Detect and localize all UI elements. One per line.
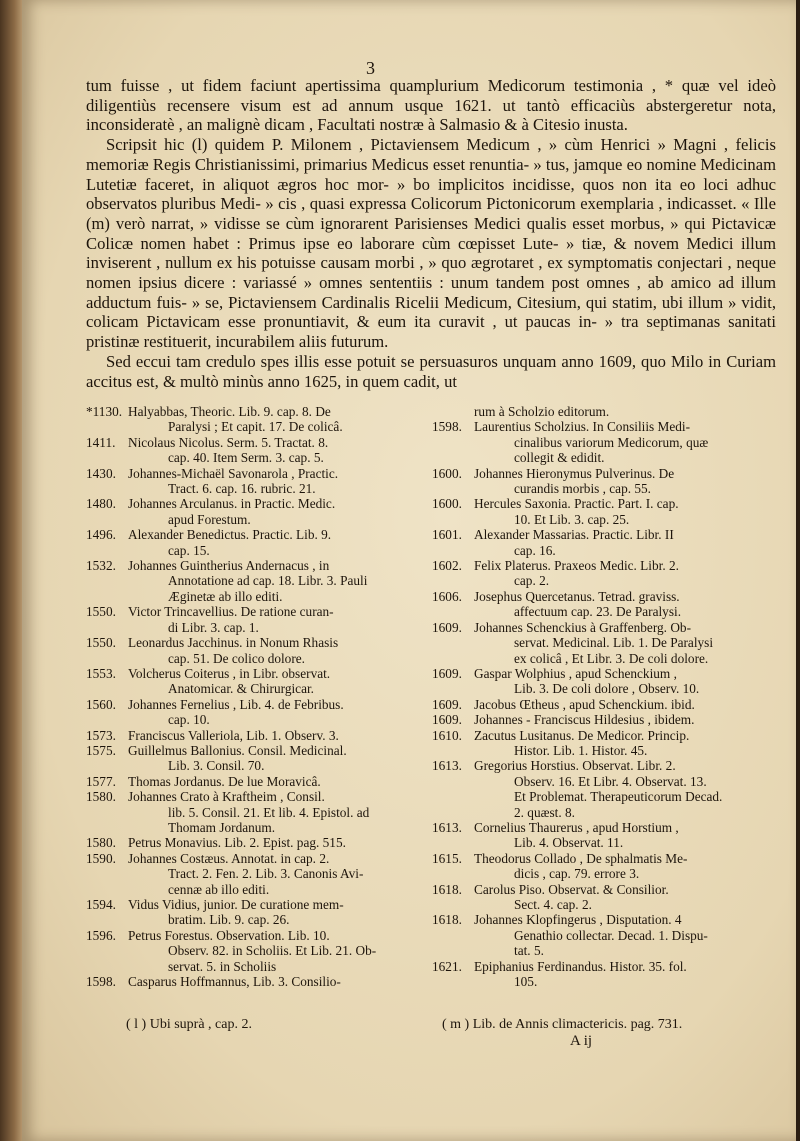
entry-text: Johannes Fernelius , Lib. 4. de Febribus.	[128, 696, 344, 712]
footnote-entry-line	[86, 959, 406, 974]
entry-year: 1600.	[432, 496, 462, 512]
entry-text: tat. 5.	[514, 943, 544, 959]
footnote-entry-line	[86, 805, 406, 820]
entry-year: 1615.	[432, 850, 462, 866]
entry-year	[432, 974, 472, 989]
footnote-entry-line	[432, 882, 772, 897]
entry-year	[86, 543, 126, 558]
entry-year: 1610.	[432, 727, 462, 743]
entry-year: 1596.	[86, 927, 116, 943]
entry-text: di Libr. 3. cap. 1.	[168, 619, 259, 635]
entry-year: 1613.	[432, 758, 462, 774]
entry-text: rum à Scholzio editorum.	[474, 404, 610, 419]
entry-text: cap. 40. Item Serm. 3. cap. 5.	[168, 450, 324, 466]
entry-text: Felix Platerus. Praxeos Medic. Libr. 2.	[474, 558, 679, 574]
footnote-entry-line	[86, 712, 406, 727]
entry-text: Tract. 6. cap. 16. rubric. 21.	[168, 481, 316, 497]
entry-text: apud Forestum.	[168, 511, 251, 527]
footnote-entry-line	[86, 604, 406, 619]
footnote-entry-line	[432, 435, 772, 450]
footnote-entry-line	[86, 651, 406, 666]
footnote-entry-line	[432, 928, 772, 943]
entry-year: 1411.	[86, 434, 116, 450]
entry-text: Johannes Hieronymus Pulverinus. De	[474, 465, 675, 481]
entry-text: Laurentius Scholzius. In Consiliis Medi-	[474, 419, 691, 435]
entry-year: 1430.	[86, 465, 116, 481]
footnote-entry-line	[432, 466, 772, 481]
entry-text: affectuum cap. 23. De Paralysi.	[514, 604, 682, 620]
footnote-entry-line	[432, 805, 772, 820]
footnote-entry-line	[86, 450, 406, 465]
entry-year: 1606.	[432, 588, 462, 604]
entry-year	[432, 805, 472, 820]
entry-text: Genathio collectar. Decad. 1. Dispu-	[514, 927, 708, 943]
entry-year: 1550.	[86, 635, 116, 651]
entry-year	[86, 712, 126, 727]
entry-text: ex colicâ , Et Libr. 3. De coli dolore.	[514, 650, 709, 666]
footnote-entry-line	[86, 666, 406, 681]
entry-text: cinalibus variorum Medicorum, quæ	[514, 434, 709, 450]
entry-text: Jacobus Œtheus , apud Schenckium. ibid.	[474, 696, 695, 712]
entry-year: 1496.	[86, 527, 116, 543]
entry-year	[86, 681, 126, 696]
entry-text: Æginetæ ab illo editi.	[168, 588, 283, 604]
footnote-entry-line	[432, 589, 772, 604]
footnote-entry-line	[432, 558, 772, 573]
entry-text: Lib. 3. Consil. 70.	[168, 758, 265, 774]
entry-year	[86, 651, 126, 666]
footnote-entry-line	[86, 573, 406, 588]
main-text	[86, 76, 776, 391]
entry-text: Theodorus Collado , De sphalmatis Me-	[474, 850, 688, 866]
entry-year	[432, 573, 472, 588]
entry-year: 1609.	[432, 665, 462, 681]
entry-year: 1590.	[86, 850, 116, 866]
entry-text: cap. 51. De colico dolore.	[168, 650, 305, 666]
entry-year: 1609.	[432, 712, 462, 728]
entry-year	[86, 573, 126, 588]
signature-mark: A ij	[570, 1033, 593, 1049]
footnote-entry-line	[432, 728, 772, 743]
entry-text: bratim. Lib. 9. cap. 26.	[168, 912, 290, 928]
footnote-entry-line	[432, 651, 772, 666]
entry-text: Thomas Jordanus. De lue Moravicâ.	[128, 773, 321, 789]
footnote-entry-line	[432, 758, 772, 773]
paragraph-2: Scripsit hic (l) quidem P. Milonem , Pictaviensem Medicum , » cùm Henrici » Magni , felicis memoriæ Regis Christianissimi, primarius Medicus esset renuntia- » tus, jamque eo nomine Medicinam Lutetiæ faceret, in aliquot ægros hoc mor- » bo implicitos incidisse, quos non ita eo loci adhuc observatos pluribus Medi- » cis , quasi expressa Colicorum Pictonicorum exemplaria , indicasset. « Ille (m) verò narrat, » vidisse se cùm ignorarent Parisienses Medici qualis esset morbus, » qui Pictavicæ Colicæ nomen habet : Primus ipse eo laborare cùm cœpisset Lute- » tiæ, & novem Medici illum inviserent , nullum ex his potuisse causam morbi , » quo ægrotaret , ex symptomatis conjectari , neque nomen ipsius dicere : variassé » omnes sententiis : unum tandem post omnes , ab amico ad illum adductum fuis- » se, Pictaviensem Cardinalis Ricelii Medicum, Citesium, qui statim, ubi illum » vidit, colicam Pictavicam esse pronuntiavit, & eum ita curavit , ut paucas in- » tra septimanas sanitati pristinæ restituerit, incurabilem aliis futurum.	[86, 135, 776, 352]
footnote-entry-line	[86, 419, 406, 434]
paragraph-3: Sed eccui tam credulo spes illis esse potuit se persuasuros unquam anno 1609, quo Milo in Curiam accitus est, & multò minùs anno 1625, in quem cadit, ut	[86, 351, 776, 391]
page-number: 3	[366, 58, 375, 78]
entry-text: Observ. 82. in Scholiis. Et Lib. 21. Ob-	[168, 943, 377, 959]
footnote-entry-line	[86, 512, 406, 527]
entry-year	[86, 866, 126, 881]
entry-year	[432, 435, 472, 450]
entry-text: Johannes Crato à Kraftheim , Consil.	[128, 789, 325, 805]
entry-text: Leonardus Jacchinus. in Nonum Rhasis	[128, 635, 339, 651]
footnote-entry-line	[86, 851, 406, 866]
entry-text: Halyabbas, Theoric. Lib. 9. cap. 8. De	[128, 404, 331, 419]
entry-year: 1553.	[86, 665, 116, 681]
entry-year: 1550.	[86, 604, 116, 620]
entry-text: 10. Et Lib. 3. cap. 25.	[514, 511, 630, 527]
footnote-entry-line	[432, 912, 772, 927]
entry-text: Observ. 16. Et Libr. 4. Observat. 13.	[514, 773, 707, 789]
entry-year: 1573.	[86, 727, 116, 743]
entry-year: 1600.	[432, 465, 462, 481]
footnote-entry-line	[432, 573, 772, 588]
entry-year	[86, 820, 126, 835]
footnote-entry-line	[432, 681, 772, 696]
footnote-entry-line	[432, 897, 772, 912]
footnote-entry-line	[86, 589, 406, 604]
footnote-entry-line	[432, 635, 772, 650]
footnote-entry-line	[432, 943, 772, 958]
entry-text: Gaspar Wolphius , apud Schenckium ,	[474, 665, 677, 681]
footnote-m: ( m ) Lib. de Annis climactericis. pag. 731.	[442, 1017, 683, 1032]
entry-year: 1480.	[86, 496, 116, 512]
entry-year	[86, 419, 126, 434]
entry-year	[432, 651, 472, 666]
footnote-entry-line	[432, 712, 772, 727]
footnote-entry-line	[86, 758, 406, 773]
footnote-entry-line	[86, 435, 406, 450]
entry-text: curandis morbis , cap. 55.	[514, 481, 652, 497]
footnote-entry-line	[432, 835, 772, 850]
footnote-entry-line	[432, 481, 772, 496]
entry-text: Petrus Monavius. Lib. 2. Epist. pag. 515.	[128, 835, 346, 851]
entry-text: Epiphanius Ferdinandus. Histor. 35. fol.	[474, 958, 687, 974]
entry-year	[432, 789, 472, 804]
entry-text: dicis , cap. 79. errore 3.	[514, 866, 640, 882]
entry-year: 1577.	[86, 773, 116, 789]
entry-year	[86, 758, 126, 773]
paragraph-1: tum fuisse , ut fidem faciunt apertissima quamplurium Medicorum testimonia , * quæ vel ideò diligentiùs recensere visum est ad annum usque 1621. ut tantò efficaciùs abstergeretur nota, inconsideratè , an malignè dicam , Facultati nostræ à Salmasio & à Citesio inusta.	[86, 76, 776, 135]
entry-year	[86, 805, 126, 820]
entry-year: 1618.	[432, 912, 462, 928]
entry-text: Alexander Benedictus. Practic. Lib. 9.	[128, 527, 332, 543]
entry-year	[432, 450, 472, 465]
entry-year	[432, 635, 472, 650]
entry-year: 1609.	[432, 696, 462, 712]
entry-year	[86, 943, 126, 958]
entry-text: Petrus Forestus. Observation. Lib. 10.	[128, 927, 330, 943]
footnote-entry-line	[432, 450, 772, 465]
footnote-entry-line	[86, 728, 406, 743]
footnote-entry-line	[432, 496, 772, 511]
entry-text: Johannes Schenckius à Graffenberg. Ob-	[474, 619, 691, 635]
footnote-entry-line	[86, 820, 406, 835]
entry-text: Johannes - Franciscus Hildesius , ibidem.	[474, 712, 695, 728]
entry-text: Histor. Lib. 1. Histor. 45.	[514, 742, 648, 758]
entry-text: Paralysi ; Et capit. 17. De colicâ.	[168, 419, 343, 435]
footnote-entry-line	[86, 866, 406, 881]
entry-year	[432, 866, 472, 881]
footnote-entry-line	[432, 527, 772, 542]
footnote-entry-line	[86, 543, 406, 558]
entry-text: servat. 5. in Scholiis	[168, 958, 277, 974]
entry-year: 1613.	[432, 819, 462, 835]
entry-year	[432, 543, 472, 558]
footnote-entry-line	[86, 481, 406, 496]
entry-year	[432, 943, 472, 958]
entry-text: Josephus Quercetanus. Tetrad. graviss.	[474, 588, 680, 604]
entry-text: cap. 16.	[514, 542, 556, 558]
entry-year	[432, 928, 472, 943]
entry-year: 1580.	[86, 835, 116, 851]
entry-text: Vidus Vidius, junior. De curatione mem-	[128, 897, 344, 912]
footnote-entry-line	[86, 882, 406, 897]
entry-text: Johannes Costæus. Annotat. in cap. 2.	[128, 850, 330, 866]
entry-text: cap. 15.	[168, 542, 210, 558]
footnote-l: ( l ) Ubi suprà , cap. 2.	[126, 1017, 252, 1032]
entry-year: 1580.	[86, 789, 116, 805]
entry-text: cennæ ab illo editi.	[168, 881, 270, 897]
entry-year	[86, 620, 126, 635]
entry-year: 1618.	[432, 881, 462, 897]
entry-text: Gregorius Horstius. Observat. Libr. 2.	[474, 758, 676, 774]
entry-text: Johannes Guintherius Andernacus , in	[128, 558, 330, 574]
entry-year: 1532.	[86, 558, 116, 574]
footnote-entry-line	[432, 974, 772, 989]
entry-year: 1601.	[432, 527, 462, 543]
footnote-entry-line	[432, 820, 772, 835]
entry-year	[432, 743, 472, 758]
entry-text: Lib. 4. Observat. 11.	[514, 835, 624, 851]
footnote-entry-line	[86, 466, 406, 481]
footnote-entry-line	[86, 496, 406, 511]
footnote-entry-line	[432, 789, 772, 804]
entry-text: Guillelmus Ballonius. Consil. Medicinal.	[128, 742, 347, 758]
entry-year: 1621.	[432, 958, 462, 974]
entry-year	[432, 897, 472, 912]
entry-year	[86, 912, 126, 927]
footnote-entry-line	[86, 928, 406, 943]
footnote-entry-line	[432, 743, 772, 758]
entry-year: 1598.	[432, 419, 462, 435]
entry-text: Franciscus Valleriola, Lib. 1. Observ. 3.	[128, 727, 339, 743]
entry-year	[432, 835, 472, 850]
footnote-entry-line	[86, 743, 406, 758]
entry-text: Casparus Hoffmannus, Lib. 3. Consilio-	[128, 974, 341, 990]
entry-year: 1609.	[432, 619, 462, 635]
footnotes-left-column	[86, 404, 406, 989]
footnote-entry-line	[432, 851, 772, 866]
entry-text: Alexander Massarias. Practic. Libr. II	[474, 527, 674, 543]
entry-text: Zacutus Lusitanus. De Medicor. Princip.	[474, 727, 690, 743]
entry-text: Lib. 3. De coli dolore , Observ. 10.	[514, 681, 700, 697]
entry-text: Johannes-Michaël Savonarola , Practic.	[128, 465, 339, 481]
entry-year	[86, 882, 126, 897]
entry-text: Sect. 4. cap. 2.	[514, 897, 592, 912]
entry-text: Victor Trincavellius. De ratione curan-	[128, 604, 334, 620]
footnote-entry-line	[432, 620, 772, 635]
book-page	[22, 0, 796, 1141]
footnote-entry-line	[432, 512, 772, 527]
footnote-entry-line	[432, 666, 772, 681]
footnote-entry-line	[86, 404, 406, 419]
footnote-entry-line	[432, 419, 772, 434]
entry-text: Cornelius Thaurerus , apud Horstium ,	[474, 819, 679, 835]
entry-year	[432, 681, 472, 696]
footnote-entry-line	[86, 912, 406, 927]
footnote-entry-line	[86, 974, 406, 989]
footnote-entry-line	[86, 558, 406, 573]
entry-text: servat. Medicinal. Lib. 1. De Paralysi	[514, 635, 714, 651]
footnote-entry-line	[432, 543, 772, 558]
entry-text: Carolus Piso. Observat. & Consilior.	[474, 881, 669, 897]
entry-text: Johannes Arculanus. in Practic. Medic.	[128, 496, 336, 512]
entry-text: Anatomicar. & Chirurgicar.	[168, 681, 314, 697]
entry-year: 1560.	[86, 696, 116, 712]
footnote-entry-line	[86, 789, 406, 804]
footnote-entry-line	[86, 681, 406, 696]
entry-text: Nicolaus Nicolus. Serm. 5. Tractat. 8.	[128, 434, 329, 450]
entry-year: 1594.	[86, 897, 116, 912]
entry-year: 1598.	[86, 974, 116, 990]
entry-year: 1602.	[432, 558, 462, 574]
entry-text: Hercules Saxonia. Practic. Part. I. cap.	[474, 496, 679, 512]
entry-year	[86, 481, 126, 496]
entry-text: cap. 10.	[168, 712, 210, 728]
entry-year	[86, 959, 126, 974]
footnote-entry-line	[86, 835, 406, 850]
entry-text: collegit & edidit.	[514, 450, 605, 466]
footnote-entry-line	[86, 635, 406, 650]
entry-text: 2. quæst. 8.	[514, 804, 575, 820]
footnote-entry-line	[86, 943, 406, 958]
footnotes-right-column	[432, 404, 772, 989]
entry-year	[432, 512, 472, 527]
footnote-entry-line	[86, 897, 406, 912]
entry-text: Tract. 2. Fen. 2. Lib. 3. Canonis Avi-	[168, 866, 364, 882]
entry-text: Et Problemat. Therapeuticorum Decad.	[514, 789, 723, 805]
entry-year	[86, 450, 126, 465]
entry-text: cap. 2.	[514, 573, 550, 589]
footnote-entry-line	[432, 604, 772, 619]
entry-year	[86, 589, 126, 604]
entry-text: Johannes Klopfingerus , Disputation. 4	[474, 912, 682, 928]
entry-year: 1575.	[86, 742, 116, 758]
entry-year	[432, 774, 472, 789]
footnote-entry-line	[86, 527, 406, 542]
footnote-entry-line	[86, 620, 406, 635]
entry-text: Annotatione ad cap. 18. Libr. 3. Pauli	[168, 573, 368, 589]
footnote-entry-line	[86, 697, 406, 712]
entry-text: lib. 5. Consil. 21. Et lib. 4. Epistol. ad	[168, 804, 370, 820]
entry-text: Volcherus Coiterus , in Libr. observat.	[128, 665, 331, 681]
footnote-entry-line	[86, 774, 406, 789]
footnote-entry-line	[432, 697, 772, 712]
footnote-entry-line	[432, 404, 772, 419]
footnote-entry-line	[432, 774, 772, 789]
entry-text: Thomam Jordanum.	[168, 819, 276, 835]
entry-year	[432, 604, 472, 619]
entry-year: *1130.	[86, 404, 123, 419]
entry-text: 105.	[514, 974, 538, 990]
entry-year	[432, 404, 472, 419]
footnote-entry-line	[432, 959, 772, 974]
footnote-entry-line	[432, 866, 772, 881]
entry-year	[86, 512, 126, 527]
entry-year	[432, 481, 472, 496]
